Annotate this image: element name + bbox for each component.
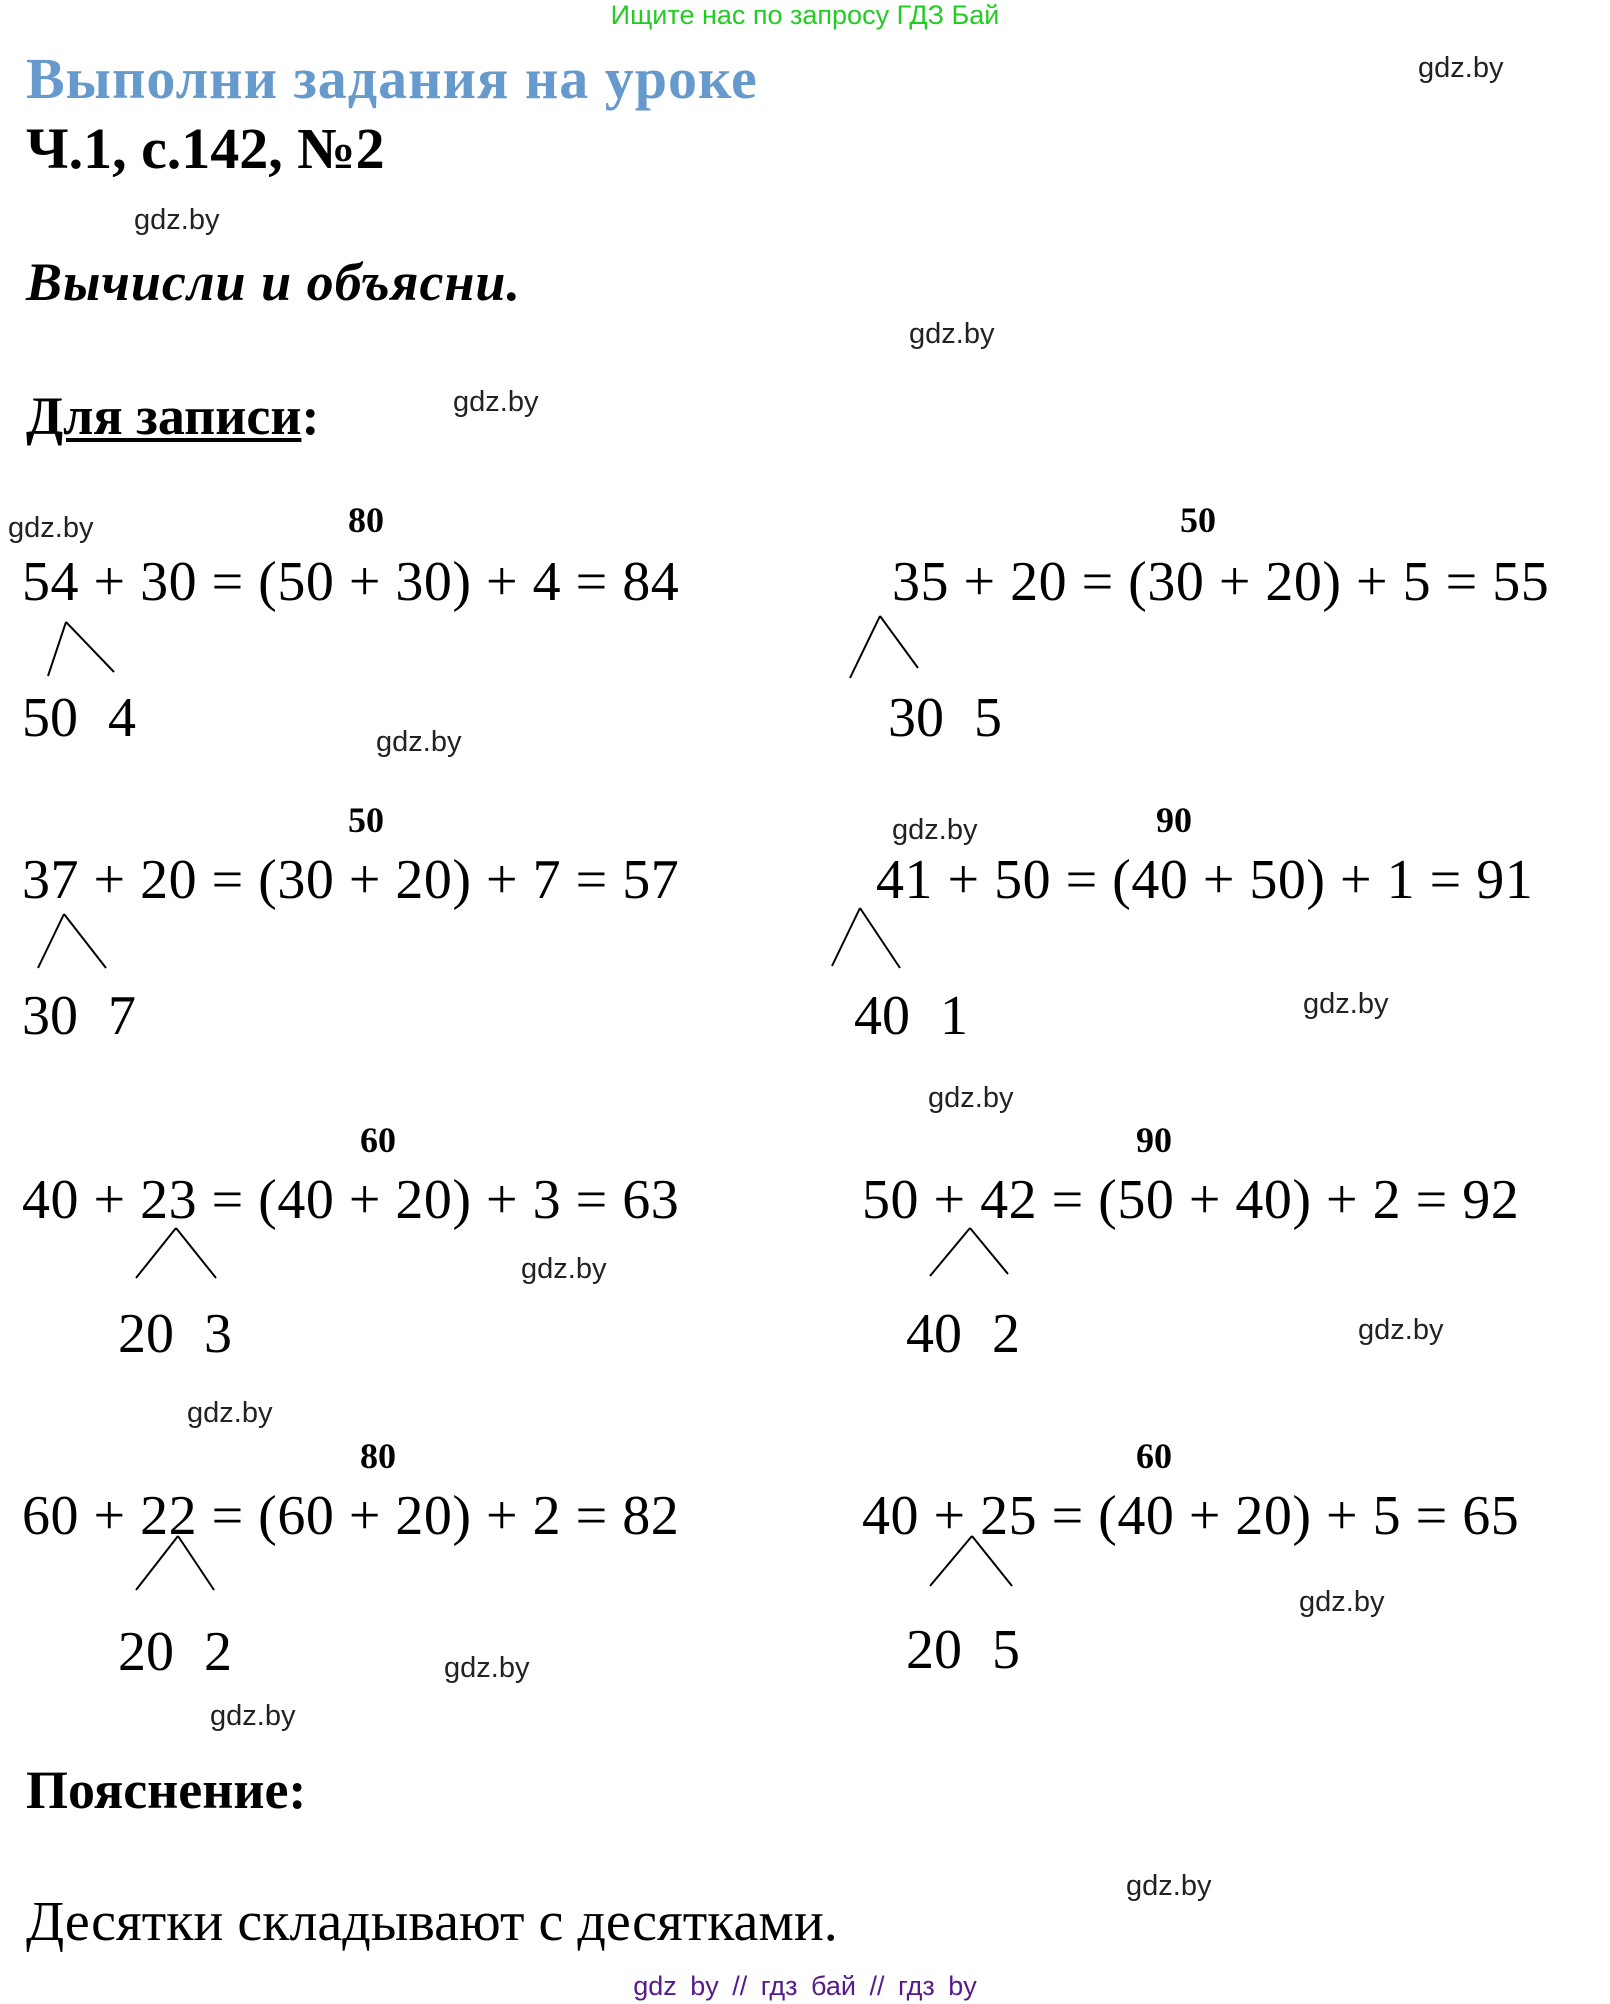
tens-sum-hint: 80 (360, 1436, 396, 1476)
record-heading (26, 384, 319, 448)
tens-sum-hint: 80 (348, 500, 384, 540)
equation-2: 35 + 20 = (30 + 20) + 5 = 55 (892, 551, 1550, 613)
watermark: gdz.by (376, 726, 462, 758)
watermark: gdz.by (1299, 1586, 1385, 1618)
decomposition-parts: 30 7 (22, 985, 136, 1047)
decomposition-branch-icon (830, 906, 910, 976)
watermark: gdz.by (8, 512, 94, 544)
equation-1: 54 + 30 = (50 + 30) + 4 = 84 (22, 551, 680, 613)
explanation-heading: Пояснение: (26, 1760, 307, 1820)
watermark: gdz.by (1418, 52, 1504, 84)
watermark: gdz.by (909, 318, 995, 350)
decomposition-parts: 20 3 (118, 1303, 232, 1365)
decomposition-parts: 40 1 (854, 985, 968, 1047)
decomposition-branch-icon (134, 1534, 224, 1604)
exercise-reference: Ч.1, с.142, №2 (26, 116, 385, 181)
tens-sum-hint: 90 (1136, 1120, 1172, 1160)
task-instruction: Вычисли и объясни. (26, 252, 521, 312)
equation-3: 37 + 20 = (30 + 20) + 7 = 57 (22, 849, 680, 911)
watermark: gdz.by (521, 1253, 607, 1285)
watermark: gdz.by (210, 1700, 296, 1732)
decomposition-parts: 40 2 (906, 1303, 1020, 1365)
record-label: Для записи (26, 386, 302, 446)
decomposition-branch-icon (36, 912, 116, 972)
decomposition-branch-icon (44, 620, 124, 680)
watermark: gdz.by (892, 814, 978, 846)
explanation-text: Десятки складывают с десятками. (26, 1891, 838, 1953)
search-banner[interactable]: Ищите нас по запросу ГДЗ Бай (610, 0, 1000, 30)
equation-8: 40 + 25 = (40 + 20) + 5 = 65 (862, 1485, 1520, 1547)
decomposition-branch-icon (848, 614, 928, 684)
tens-sum-hint: 60 (1136, 1436, 1172, 1476)
record-colon: : (301, 386, 320, 446)
watermark: gdz.by (928, 1082, 1014, 1114)
tens-sum-hint: 90 (1156, 800, 1192, 840)
watermark: gdz.by (1303, 988, 1389, 1020)
equation-6: 50 + 42 = (50 + 40) + 2 = 92 (862, 1169, 1520, 1231)
watermark: gdz.by (187, 1397, 273, 1429)
decomposition-branch-icon (928, 1534, 1018, 1604)
watermark: gdz.by (134, 204, 220, 236)
decomposition-parts: 30 5 (888, 687, 1002, 749)
watermark: gdz.by (453, 386, 539, 418)
watermark: gdz.by (1358, 1314, 1444, 1346)
tens-sum-hint: 50 (348, 800, 384, 840)
decomposition-branch-icon (928, 1226, 1018, 1286)
decomposition-parts: 20 5 (906, 1619, 1020, 1681)
tens-sum-hint: 60 (360, 1120, 396, 1160)
footer-links[interactable]: gdz by // гдз бай // гдз by (633, 1971, 977, 2001)
decomposition-parts: 50 4 (22, 687, 136, 749)
tens-sum-hint: 50 (1180, 500, 1216, 540)
equation-4: 41 + 50 = (40 + 50) + 1 = 91 (876, 849, 1534, 911)
watermark: gdz.by (1126, 1870, 1212, 1902)
equation-5: 40 + 23 = (40 + 20) + 3 = 63 (22, 1169, 680, 1231)
decomposition-branch-icon (134, 1226, 224, 1286)
decomposition-parts: 20 2 (118, 1621, 232, 1683)
watermark: gdz.by (444, 1652, 530, 1684)
equation-7: 60 + 22 = (60 + 20) + 2 = 82 (22, 1485, 680, 1547)
page-title: Выполни задания на уроке (26, 46, 758, 111)
